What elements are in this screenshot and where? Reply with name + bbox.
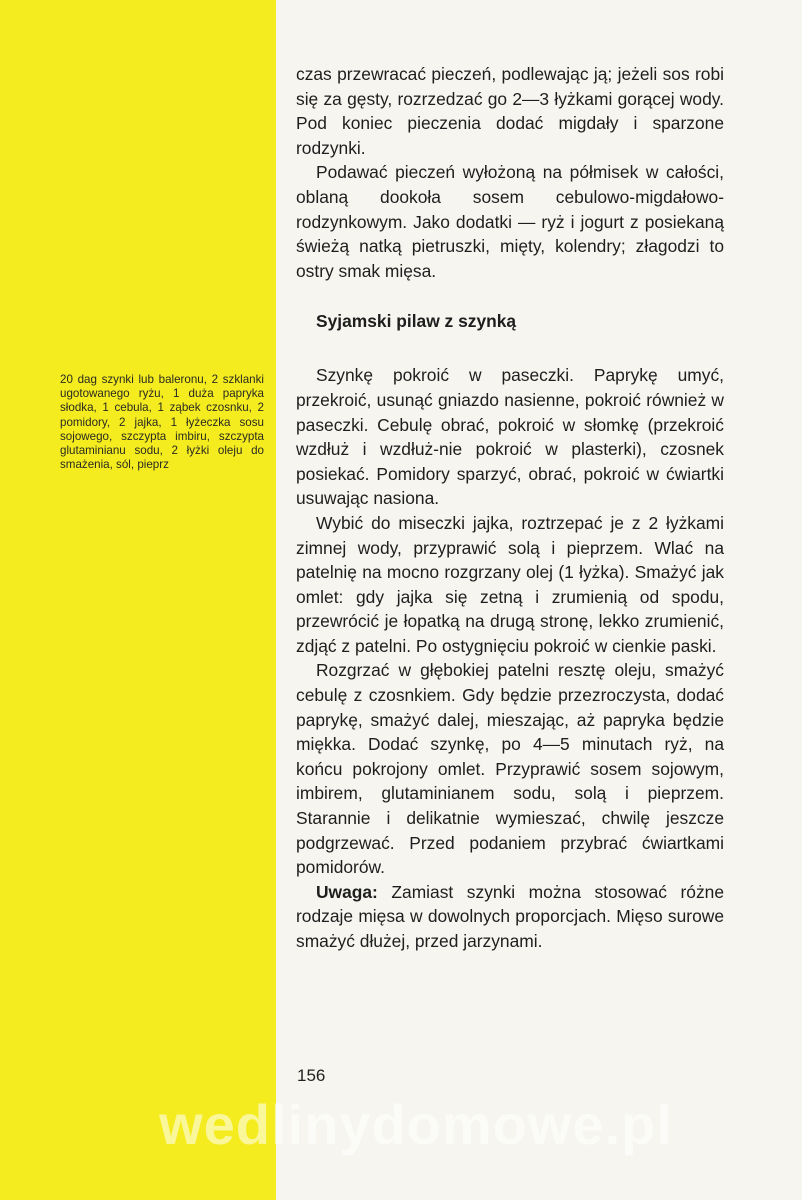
recipe-note [296, 880, 724, 954]
continuation-paragraph-1: czas przewracać pieczeń, podlewając ją; jeżeli sos robi się za gęsty, rozrzedzać go 2—3 łyżkami gorącej wody. Pod koniec pieczenia dodać migdały i sparzone rodzynki. [296, 64, 724, 158]
page-number: 156 [297, 1066, 326, 1085]
spacer [296, 283, 724, 309]
note-label: Uwaga: [316, 881, 378, 902]
spacer [296, 333, 724, 363]
note-text: Zamiast szynki można stosować różne rodzaje mięsa w dowolnych proporcjach. Mięso surowe smażyć dłużej, przed jarzynami. [296, 881, 724, 951]
main-text-column [296, 62, 724, 954]
ingredients-text: 20 dag szynki lub baleronu, 2 szklanki ugotowanego ryżu, 1 duża papryka słodka, 1 cebula, 1 ząbek czosnku, 2 pomidory, 2 jajka, 1 łyżeczka sosu sojowego, szczypta imbiru, szczypta glutaminianu sodu, 2 łyżki oleju do smażenia, sól, pieprz [60, 373, 264, 472]
watermark: wedlinydomowe.pl [159, 1093, 673, 1156]
recipe-paragraph-3: Rozgrzać w głębokiej patelni resztę oleju, smażyć cebulę z czosnkiem. Gdy będzie przezroczysta, dodać paprykę, smażyć dalej, mieszając, aż papryka będzie miękka. Dodać szynkę, po 4—5 minutach ryż, na końcu pokrojony omlet. Przyprawić sosem sojowym, imbirem, glutaminianem sodu, solą i pieprzem. Starannie i delikatnie wymieszać, chwilę jeszcze podgrzewać. Przed podaniem przybrać ćwiartkami pomidorów. [296, 660, 724, 878]
recipe-paragraph-1: Szynkę pokroić w paseczki. Paprykę umyć, przekroić, usunąć gniazdo nasienne, pokroić również w paseczki. Cebulę obrać, pokroić w słomkę (przekroić wzdłuż i wzdłuż-nie pokroić w plasterki), czosnek posiekać. Pomidory sparzyć, obrać, pokroić w ćwiartki usuwając nasiona. [296, 365, 724, 509]
continuation-paragraph-2: Podawać pieczeń wyłożoną na półmisek w całości, oblaną dookoła sosem cebulowo-migdałowo-rodzynkowym. Jako dodatki — ryż i jogurt z posiekaną świeżą natką pietruszki, mięty, kolendry; złagodzi to ostry smak mięsa. [296, 162, 724, 281]
recipe-title: Syjamski pilaw z szynką [316, 311, 517, 332]
ingredients-sidebar [60, 373, 264, 472]
yellow-margin-band [0, 0, 276, 1200]
recipe-paragraph-2: Wybić do miseczki jajka, roztrzepać je z 2 łyżkami zimnej wody, przyprawić solą i pieprzem. Wlać na patelnię na mocno rozgrzany olej (1 łyżka). Smażyć jak omlet: gdy jajka się zetną i zrumienią od spodu, przewrócić je łopatką na drugą stronę, lekko zrumienić, zdjąć z patelni. Po ostygnięciu pokroić w cienkie paski. [296, 512, 724, 656]
